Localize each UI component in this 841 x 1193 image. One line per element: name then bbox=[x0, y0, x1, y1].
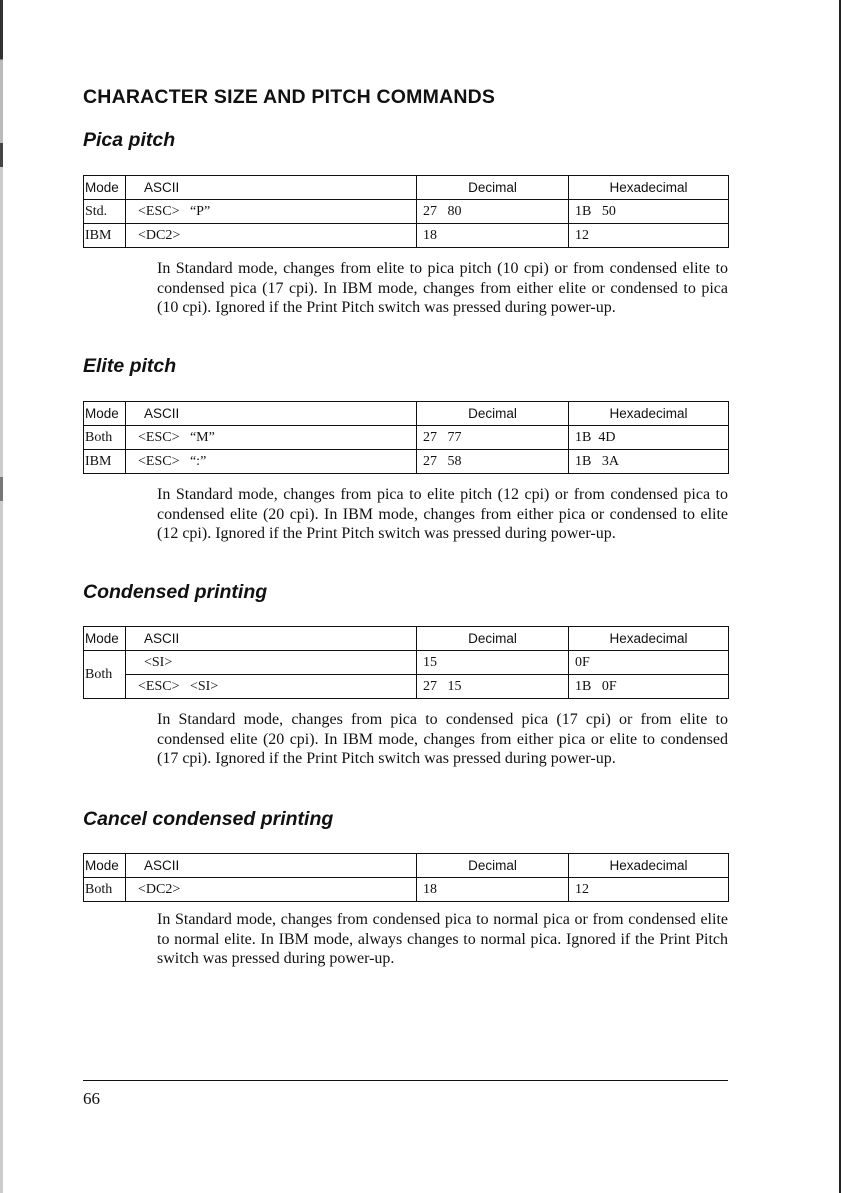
cell-decimal: 15 bbox=[417, 651, 569, 675]
cell-mode: Both bbox=[84, 651, 126, 699]
page-title: CHARACTER SIZE AND PITCH COMMANDS bbox=[83, 86, 496, 108]
table-row bbox=[84, 878, 729, 902]
header-decimal: Decimal bbox=[417, 627, 569, 651]
command-table-cancel-condensed-printing bbox=[83, 853, 729, 902]
header-mode: Mode bbox=[84, 854, 126, 878]
header-decimal: Decimal bbox=[417, 402, 569, 426]
footer-rule bbox=[83, 1080, 728, 1081]
table-row bbox=[84, 450, 729, 474]
cell-ascii: <ESC> “M” bbox=[126, 426, 417, 450]
cell-mode: Std. bbox=[84, 200, 126, 224]
section-heading-condensed-printing: Condensed printing bbox=[83, 581, 268, 603]
header-hexadecimal: Hexadecimal bbox=[569, 627, 729, 651]
cell-decimal: 27 15 bbox=[417, 675, 569, 699]
header-mode: Mode bbox=[84, 176, 126, 200]
header-hexadecimal: Hexadecimal bbox=[569, 176, 729, 200]
cell-hexadecimal: 1B 50 bbox=[569, 200, 729, 224]
table-header-row bbox=[84, 402, 729, 426]
table-row bbox=[84, 200, 729, 224]
header-mode: Mode bbox=[84, 627, 126, 651]
cell-mode: IBM bbox=[84, 224, 126, 248]
section-description-pica-pitch: In Standard mode, changes from elite to pica pitch (10 cpi) or from condensed elite to condensed pica (17 cpi). In IBM mode, changes from either elite or condensed to pica (10 cpi). Ignored if the Print Pitch switch was pressed during power-up. bbox=[157, 260, 728, 316]
cell-hexadecimal: 1B 0F bbox=[569, 675, 729, 699]
table-header-row bbox=[84, 854, 729, 878]
table-row bbox=[84, 426, 729, 450]
cell-mode: Both bbox=[84, 878, 126, 902]
scan-edge-left bbox=[0, 0, 3, 1193]
cell-decimal: 18 bbox=[417, 878, 569, 902]
table-header-row bbox=[84, 627, 729, 651]
header-mode: Mode bbox=[84, 402, 126, 426]
section-description-cancel-condensed-printing: In Standard mode, changes from condensed pica to normal pica or from condensed elite to normal elite. In IBM mode, always changes to normal pica. Ignored if the Print Pitch switch was pressed during power-up. bbox=[157, 911, 728, 967]
cell-mode: IBM bbox=[84, 450, 126, 474]
cell-hexadecimal: 0F bbox=[569, 651, 729, 675]
header-decimal: Decimal bbox=[417, 176, 569, 200]
cell-hexadecimal: 1B 4D bbox=[569, 426, 729, 450]
cell-decimal: 27 77 bbox=[417, 426, 569, 450]
table-row bbox=[84, 675, 729, 699]
page-number: 66 bbox=[83, 1089, 100, 1108]
cell-decimal: 27 80 bbox=[417, 200, 569, 224]
command-table-condensed-printing bbox=[83, 626, 729, 699]
cell-ascii: <ESC> “P” bbox=[126, 200, 417, 224]
table-row bbox=[84, 651, 729, 675]
cell-hexadecimal: 1B 3A bbox=[569, 450, 729, 474]
cell-decimal: 27 58 bbox=[417, 450, 569, 474]
cell-ascii: <ESC> <SI> bbox=[126, 675, 417, 699]
header-ascii: ASCII bbox=[126, 176, 417, 200]
header-hexadecimal: Hexadecimal bbox=[569, 854, 729, 878]
header-ascii: ASCII bbox=[126, 402, 417, 426]
header-ascii: ASCII bbox=[126, 854, 417, 878]
cell-ascii: <ESC> “:” bbox=[126, 450, 417, 474]
header-decimal: Decimal bbox=[417, 854, 569, 878]
table-row bbox=[84, 224, 729, 248]
command-table-elite-pitch bbox=[83, 401, 729, 474]
cell-ascii: <DC2> bbox=[126, 224, 417, 248]
cell-mode: Both bbox=[84, 426, 126, 450]
cell-ascii: <SI> bbox=[126, 651, 417, 675]
section-heading-pica-pitch: Pica pitch bbox=[83, 129, 176, 151]
cell-decimal: 18 bbox=[417, 224, 569, 248]
command-table-pica-pitch bbox=[83, 175, 729, 248]
header-ascii: ASCII bbox=[126, 627, 417, 651]
header-hexadecimal: Hexadecimal bbox=[569, 402, 729, 426]
cell-hexadecimal: 12 bbox=[569, 224, 729, 248]
cell-ascii: <DC2> bbox=[126, 878, 417, 902]
section-heading-elite-pitch: Elite pitch bbox=[83, 355, 177, 377]
section-description-condensed-printing: In Standard mode, changes from pica to condensed pica (17 cpi) or from elite to condensed elite (20 cpi). In IBM mode, changes from either pica or elite to condensed (17 cpi). Ignored if the Print Pitch switch was pressed during power-up. bbox=[157, 711, 728, 767]
cell-hexadecimal: 12 bbox=[569, 878, 729, 902]
section-description-elite-pitch: In Standard mode, changes from pica to elite pitch (12 cpi) or from condensed pica to condensed elite (20 cpi). In IBM mode, changes from either pica or condensed to elite (12 cpi). Ignored if the Print Pitch switch was pressed during power-up. bbox=[157, 486, 728, 542]
table-header-row bbox=[84, 176, 729, 200]
section-heading-cancel-condensed-printing: Cancel condensed printing bbox=[83, 808, 334, 830]
